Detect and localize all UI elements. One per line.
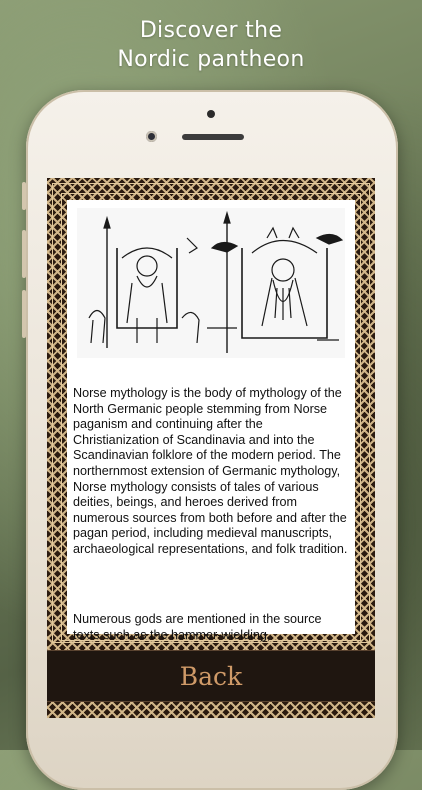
norse-gods-illustration-icon: [77, 208, 345, 358]
proximity-sensor: [207, 110, 215, 118]
headline-line-2: Nordic pantheon: [117, 47, 305, 72]
mute-switch: [22, 182, 26, 210]
promo-headline: [0, 16, 422, 74]
volume-up-button: [22, 230, 26, 278]
volume-down-button: [22, 290, 26, 338]
back-button[interactable]: Back: [47, 651, 375, 701]
article-scroll-view[interactable]: [67, 200, 355, 642]
article-paragraph-1: Norse mythology is the body of mythology of the North Germanic people stemming from Norse paganism and continuing after the Christianization of Scandinavia and into the Scandinavian folklore of the modern period. The northernmost extension of Germanic mythology, Norse mythology consists of tales of various deities, beings, and heroes derived from numerous sources from both before and after the pagan period, including medieval manuscripts, archaeological representations, and folk tradition.: [73, 386, 348, 556]
front-camera-icon: [146, 131, 157, 142]
app-screen: [47, 178, 375, 718]
back-bar: [47, 650, 375, 702]
earpiece-speaker: [182, 134, 244, 140]
article-paragraph-2: Numerous gods are mentioned in the source texts such as the hammer-wielding,: [73, 612, 322, 642]
headline-line-1: Discover the: [139, 18, 283, 43]
